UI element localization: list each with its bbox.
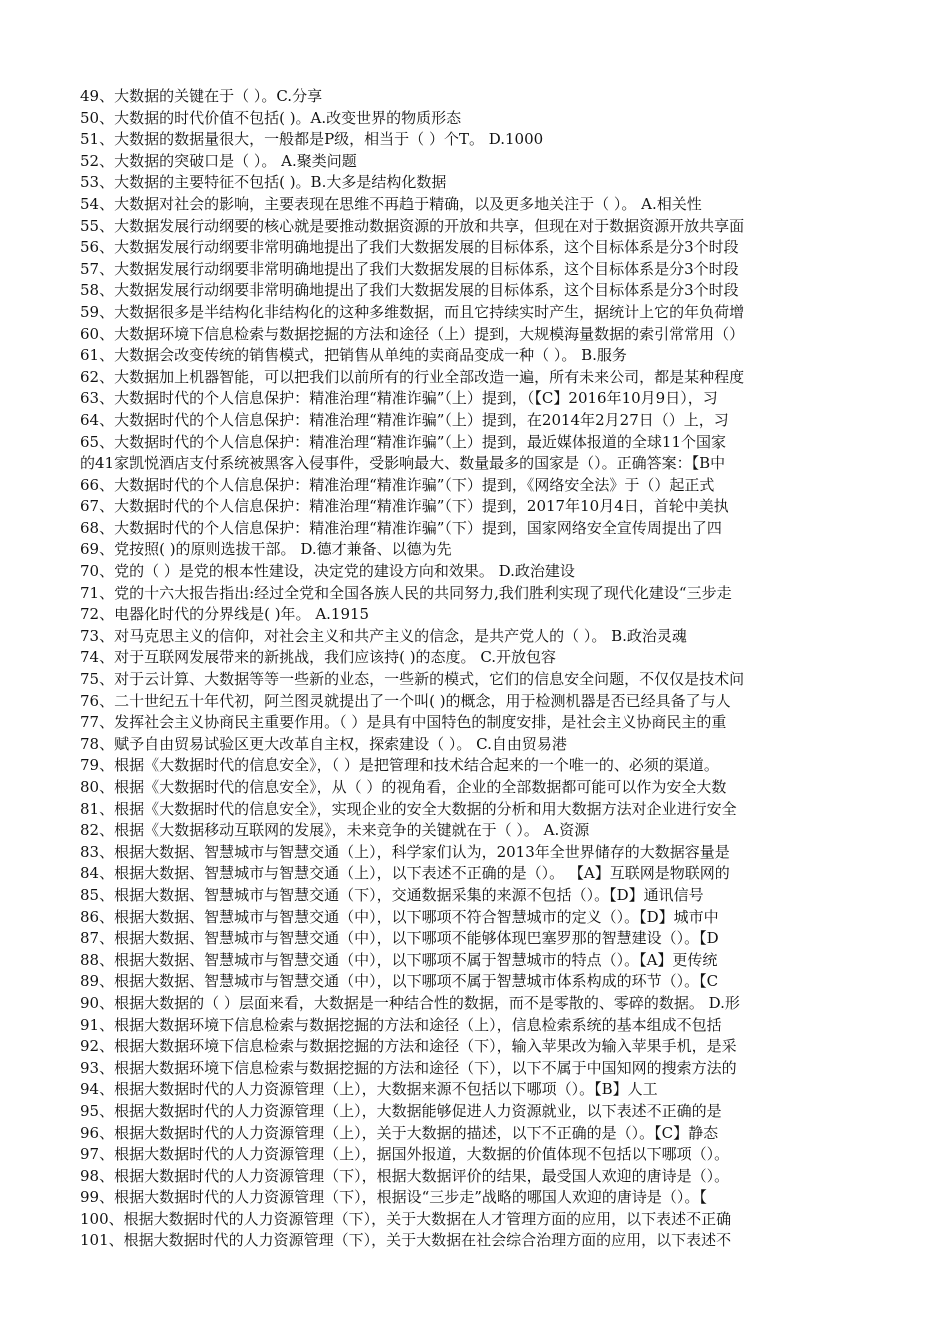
question-line: 86、根据大数据、智慧城市与智慧交通（中），以下哪项不符合智慧城市的定义（）。【D】城市中 bbox=[80, 907, 719, 926]
question-line: 71、党的十六大报告指出:经过全党和全国各族人民的共同努力,我们胜利实现了现代化建设“三步走 bbox=[80, 583, 732, 602]
question-line: 49、大数据的关键在于（ ）。C.分享 bbox=[80, 87, 323, 105]
question-line: 69、党按照( )的原则选拔干部。 D.德才兼备、以德为先 bbox=[80, 540, 452, 559]
question-line: 92、根据大数据环境下信息检索与数据挖掘的方法和途径（下），输入苹果改为输入苹果手机，是采 bbox=[80, 1037, 737, 1056]
question-line: 65、大数据时代的个人信息保护：精准治理“精准诈骗”（上）提到，最近媒体报道的全球11个国家 bbox=[80, 432, 727, 451]
question-line: 59、大数据很多是半结构化非结构化的这种多维数据，而且它持续实时产生，据统计上它的年负荷增 bbox=[80, 302, 745, 321]
question-line: 64、大数据时代的个人信息保护：精准治理“精准诈骗”（上）提到，在2014年2月27日（）上，习 bbox=[80, 410, 729, 429]
question-line: 93、根据大数据环境下信息检索与数据挖掘的方法和途径（下），以下不属于中国知网的搜索方法的 bbox=[80, 1058, 737, 1077]
question-line: 53、大数据的主要特征不包括( )。B.大多是结构化数据 bbox=[80, 173, 447, 192]
question-line: 83、根据大数据、智慧城市与智慧交通（上），科学家们认为，2013年全世界储存的大数据容量是 bbox=[80, 842, 730, 861]
question-line: 95、根据大数据时代的人力资源管理（上），大数据能够促进人力资源就业，以下表述不正确的是 bbox=[80, 1101, 722, 1120]
question-line: 52、大数据的突破口是（ ）。 A.聚类问题 bbox=[80, 151, 357, 170]
question-line: 91、根据大数据环境下信息检索与数据挖掘的方法和途径（上），信息检索系统的基本组成不包括 bbox=[80, 1015, 722, 1034]
question-line: 66、大数据时代的个人信息保护：精准治理“精准诈骗”（下）提到，《网络安全法》于（）起正式 bbox=[80, 475, 715, 494]
question-line: 98、根据大数据时代的人力资源管理（下），根据大数据评价的结果，最受国人欢迎的唐诗是（）。 bbox=[80, 1166, 730, 1185]
question-line: 81、根据《大数据时代的信息安全》，实现企业的安全大数据的分析和用大数据方法对企业进行安全 bbox=[80, 799, 737, 818]
question-line: 85、根据大数据、智慧城市与智慧交通（下），交通数据采集的来源不包括（）。【D】通讯信号 bbox=[80, 885, 704, 904]
question-line: 78、赋予自由贸易试验区更大改革自主权，探索建设（ ）。 C.自由贸易港 bbox=[80, 734, 567, 753]
question-line: 74、对于互联网发展带来的新挑战，我们应该持( )的态度。 C.开放包容 bbox=[80, 648, 557, 667]
question-line: 50、大数据的时代价值不包括( )。A.改变世界的物质形态 bbox=[80, 108, 462, 127]
question-line: 79、根据《大数据时代的信息安全》，（ ）是把管理和技术结合起来的一个唯一的、必须的渠道。 bbox=[80, 756, 719, 775]
question-line: 77、发挥社会主义协商民主重要作用。（ ）是具有中国特色的制度安排，是社会主义协商民主的重 bbox=[80, 713, 727, 732]
question-line: 89、根据大数据、智慧城市与智慧交通（中），以下哪项不属于智慧城市体系构成的环节（）。【C bbox=[80, 972, 719, 991]
question-line: 88、根据大数据、智慧城市与智慧交通（中），以下哪项不属于智慧城市的特点（）。【A】更传统 bbox=[80, 950, 718, 969]
question-line: 84、根据大数据、智慧城市与智慧交通（上），以下表述不正确的是（）。 【A】互联网是物联网的 bbox=[80, 864, 730, 883]
question-line: 75、对于云计算、大数据等等一些新的业态，一些新的模式，它们的信息安全问题，不仅仅是技术问 bbox=[80, 670, 745, 689]
question-line: 82、根据《大数据移动互联网的发展》，未来竞争的关键就在于（ ）。 A.资源 bbox=[80, 821, 590, 840]
question-line: 76、二十世纪五十年代初，阿兰图灵就提出了一个叫( )的概念，用于检测机器是否已经具备了与人 bbox=[80, 691, 731, 710]
question-line: 100、根据大数据时代的人力资源管理（下），关于大数据在人才管理方面的应用，以下表述不正确 bbox=[80, 1209, 732, 1228]
question-line: 87、根据大数据、智慧城市与智慧交通（中），以下哪项不能够体现巴塞罗那的智慧建设（）。【D bbox=[80, 929, 719, 948]
question-line: 80、根据《大数据时代的信息安全》，从（ ）的视角看，企业的全部数据都可能可以作为安全大数 bbox=[80, 778, 727, 796]
question-line: 60、大数据环境下信息检索与数据挖掘的方法和途径（上）提到，大规模海量数据的索引常常用（） bbox=[80, 324, 745, 343]
question-line: 61、大数据会改变传统的销售模式，把销售从单纯的卖商品变成一种（ ）。 B.服务 bbox=[80, 346, 627, 365]
question-line: 70、党的（ ）是党的根本性建设，决定党的建设方向和效果。 D.政治建设 bbox=[80, 562, 575, 581]
question-line: 97、根据大数据时代的人力资源管理（上），据国外报道，大数据的价值体现不包括以下哪项（）。 bbox=[80, 1145, 730, 1164]
question-line: 101、根据大数据时代的人力资源管理（下），关于大数据在社会综合治理方面的应用，以下表述不 bbox=[80, 1231, 732, 1250]
question-line: 68、大数据时代的个人信息保护：精准治理“精准诈骗”（下）提到，国家网络安全宣传周提出了四 bbox=[80, 518, 722, 537]
question-line: 94、根据大数据时代的人力资源管理（上），大数据来源不包括以下哪项（）。【B】人工 bbox=[80, 1080, 658, 1099]
question-line: 的41家凯悦酒店支付系统被黑客入侵事件，受影响最大、数量最多的国家是（）。正确答案：【B中 bbox=[80, 454, 726, 473]
question-list bbox=[80, 86, 870, 1252]
question-line: 62、大数据加上机器智能，可以把我们以前所有的行业全部改造一遍，所有未来公司，都是某种程度 bbox=[80, 367, 745, 386]
question-line: 51、大数据的数据量很大，一般都是P级，相当于（ ）个T。 D.1000 bbox=[80, 130, 544, 149]
question-line: 67、大数据时代的个人信息保护：精准治理“精准诈骗”（下）提到，2017年10月4日，首轮中美执 bbox=[80, 497, 729, 516]
question-line: 73、对马克思主义的信仰，对社会主义和共产主义的信念，是共产党人的（ ）。 B.政治灵魂 bbox=[80, 626, 687, 645]
question-line: 54、大数据对社会的影响，主要表现在思维不再趋于精确，以及更多地关注于（ ）。 A.相关性 bbox=[80, 194, 702, 213]
question-line: 55、大数据发展行动纲要的核心就是要推动数据资源的开放和共享，但现在对于数据资源开放共享面 bbox=[80, 216, 745, 235]
question-line: 72、电器化时代的分界线是( )年。 A.1915 bbox=[80, 605, 370, 624]
question-line: 56、大数据发展行动纲要非常明确地提出了我们大数据发展的目标体系，这个目标体系是分3个时段 bbox=[80, 238, 739, 257]
question-line: 99、根据大数据时代的人力资源管理（下），根据设“三步走”战略的哪国人欢迎的唐诗是（）。【 bbox=[80, 1188, 707, 1207]
question-line: 90、根据大数据的（ ）层面来看，大数据是一种结合性的数据，而不是零散的、零碎的数据。 D.形 bbox=[80, 993, 740, 1012]
question-line: 63、大数据时代的个人信息保护：精准治理“精准诈骗”（上）提到，（【C】2016年10月9日），习 bbox=[80, 389, 718, 408]
question-line: 58、大数据发展行动纲要非常明确地提出了我们大数据发展的目标体系，这个目标体系是分3个时段 bbox=[80, 281, 739, 300]
question-line: 57、大数据发展行动纲要非常明确地提出了我们大数据发展的目标体系，这个目标体系是分3个时段 bbox=[80, 259, 739, 278]
question-line: 96、根据大数据时代的人力资源管理（上），关于大数据的描述，以下不正确的是（）。【C】静态 bbox=[80, 1123, 719, 1142]
